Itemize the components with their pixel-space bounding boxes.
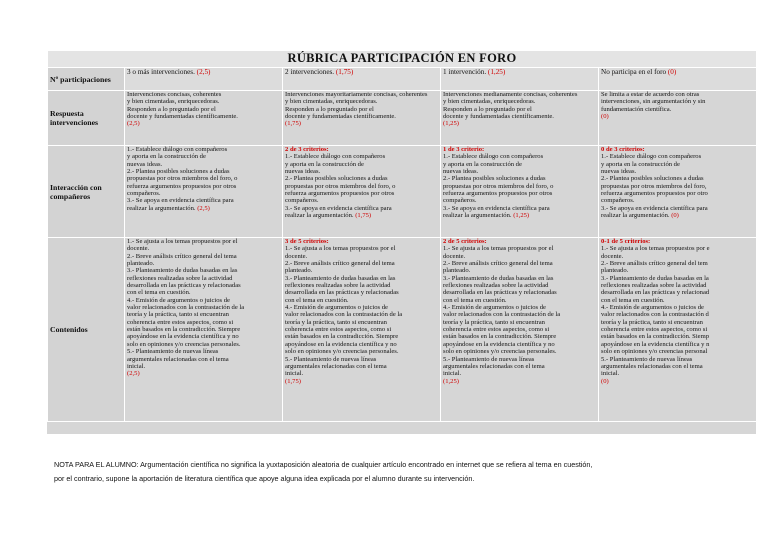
rubric-table-container	[47, 50, 756, 434]
note-line-2: por el contrario, supone la aportación de literatura científica que apoye alguna idea explicada por el alumno durante su intervención.	[54, 474, 475, 483]
rubric-cell: 0 de 3 criterios: 1.- Establece diálogo con compañeros y aporta en la construcción de nuevas ideas. 2.- Plantea posibles soluciones a dudas propuestas por otros miembros del foro, refuerza argumentos propuestos por otro compañeros. 3.- Se apoya en evidencia científica para realizar la argumentación. (0)	[599, 146, 757, 238]
rubric-cell: Se limita a estar de acuerdo con otras intervenciones, sin argumentación y sin fundamentación científica. (0)	[599, 91, 757, 146]
rubric-cell: Intervenciones concisas, coherentes y bien cimentadas, enriquecedoras. Responden a lo preguntado por el docente y fundamentadas científicamente. (2,5)	[125, 91, 283, 146]
rubric-cell: 1.- Se ajusta a los temas propuestos por el docente. 2.- Breve análisis crítico general del tema planteado. 3.- Planteamiento de dudas basadas en las reflexiones realizadas sobre la actividad desarrollada en las prácticas y relacionadas con el tema en cuestión. 4.- Emisión de argumentos o juicios de valor relacionados con la contrastación de la teoría y la práctica, tanto si encuentran coherencia entre estos aspectos, como si están basados en la contradicción. Siempre apoyándose en la evidencia científica y no solo en opiniones y/o creencias personales. 5.- Planteamiento de nuevas líneas argumentales relacionadas con el tema inicial. (2,5)	[125, 238, 283, 422]
row-label: Respuesta intervenciones	[48, 91, 125, 146]
header-col-2: 2 intervenciones. (1,75)	[283, 68, 441, 91]
note-line-1: NOTA PARA EL ALUMNO: Argumentación científica no significa la yuxtaposición aleatoria de cualquier artículo encontrado en internet que se refiera al tema en cuestión,	[54, 460, 593, 469]
rubric-title: RÚBRICA PARTICIPACIÓN EN FORO	[48, 51, 757, 68]
rubric-cell: Intervenciones medianamente concisas, coherentes y bien cimentadas, enriquecedoras. Responden a lo preguntado por el docente y fundamentadas científicamente. (1,25)	[441, 91, 599, 146]
rubric-cell: 2 de 3 criterios: 1.- Establece diálogo con compañeros y aporta en la construcción de nuevas ideas. 2.- Plantea posibles soluciones a dudas propuestas por otros miembros del foro, o refuerza argumentos propuestos por otros compañeros. 3.- Se apoya en evidencia científica para realizar la argumentación. (1,75)	[283, 146, 441, 238]
rubric-cell: 0-1 de 5 criterios: 1.- Se ajusta a los temas propuestos por e docente. 2.- Breve análisis crítico general del tem planteado. 3.- Planteamiento de dudas basadas en la reflexiones realizadas sobre la actividad desarrollada en las prácticas y relacionad con el tema en cuestión. 4.- Emisión de argumentos o juicios de valor relacionados con la contrastación d teoría y la práctica, tanto si encuentran coherencia entre estos aspectos, como si están basados en la contradicción. Siemp apoyándose en la evidencia científica y n solo en opiniones y/o creencias personal 5.- Planteamiento de nuevas líneas argumentales relacionadas con el tema inicial. (0)	[599, 238, 757, 422]
rubric-cell: 2 de 5 criterios: 1.- Se ajusta a los temas propuestos por el docente. 2.- Breve análisis crítico general del tema planteado. 3.- Planteamiento de dudas basadas en las reflexiones realizadas sobre la actividad desarrollada en las prácticas y relacionadas con el tema en cuestión. 4.- Emisión de argumentos o juicios de valor relacionados con la contrastación de la teoría y la práctica, tanto si encuentran coherencia entre estos aspectos, como si están basados en la contradicción. Siempre apoyándose en la evidencia científica y no solo en opiniones y/o creencias personales. 5.- Planteamiento de nuevas líneas argumentales relacionadas con el tema inicial. (1,25)	[441, 238, 599, 422]
rubric-cell: 1 de 3 criterio: 1.- Establece diálogo con compañeros y aporta en la construcción de nuevas ideas. 2.- Plantea posibles soluciones a dudas propuestas por otros miembros del foro, o refuerza argumentos propuestos por otros compañeros. 3.- Se apoya en evidencia científica para realizar la argumentación. (1,25)	[441, 146, 599, 238]
header-col-1: 3 o más intervenciones. (2,5)	[125, 68, 283, 91]
row-interaccion	[48, 146, 757, 238]
header-row	[48, 68, 757, 91]
row-respuesta	[48, 91, 757, 146]
rubric-cell: 1.- Establece diálogo con compañeros y aporta en la construcción de nuevas ideas. 2.- Plantea posibles soluciones a dudas propuestas por otros miembros del foro, o refuerza argumentos propuestos por otros compañeros. 3.- Se apoya en evidencia científica para realizar la argumentación. (2,5)	[125, 146, 283, 238]
row-label: Interacción con compañeros	[48, 146, 125, 238]
row-label: Contenidos	[48, 238, 125, 422]
rubric-table	[47, 50, 757, 422]
header-col-3: 1 intervención. (1,25)	[441, 68, 599, 91]
header-label: Nº participaciones	[48, 68, 125, 91]
header-col-4: No participa en el foro (0)	[599, 68, 757, 91]
row-contenidos	[48, 238, 757, 422]
rubric-cell: 3 de 5 criterios: 1.- Se ajusta a los temas propuestos por el docente. 2.- Breve análisis crítico general del tema planteado. 3.- Planteamiento de dudas basadas en las reflexiones realizadas sobre la actividad desarrollada en las prácticas y relacionadas con el tema en cuestión. 4.- Emisión de argumentos o juicios de valor relacionados con la contrastación de la teoría y la práctica, tanto si encuentran coherencia entre estos aspectos, como si están basados en la contradicción. Siempre apoyándose en la evidencia científica y no solo en opiniones y/o creencias personales. 5.- Planteamiento de nuevas líneas argumentales relacionadas con el tema inicial. (1,75)	[283, 238, 441, 422]
student-note	[54, 458, 754, 486]
rubric-cell: Intervenciones mayoritariamente concisas, coherentes y bien cimentadas, enriquecedoras. Responden a lo preguntado por el docente y fundamentadas científicamente. (1,75)	[283, 91, 441, 146]
